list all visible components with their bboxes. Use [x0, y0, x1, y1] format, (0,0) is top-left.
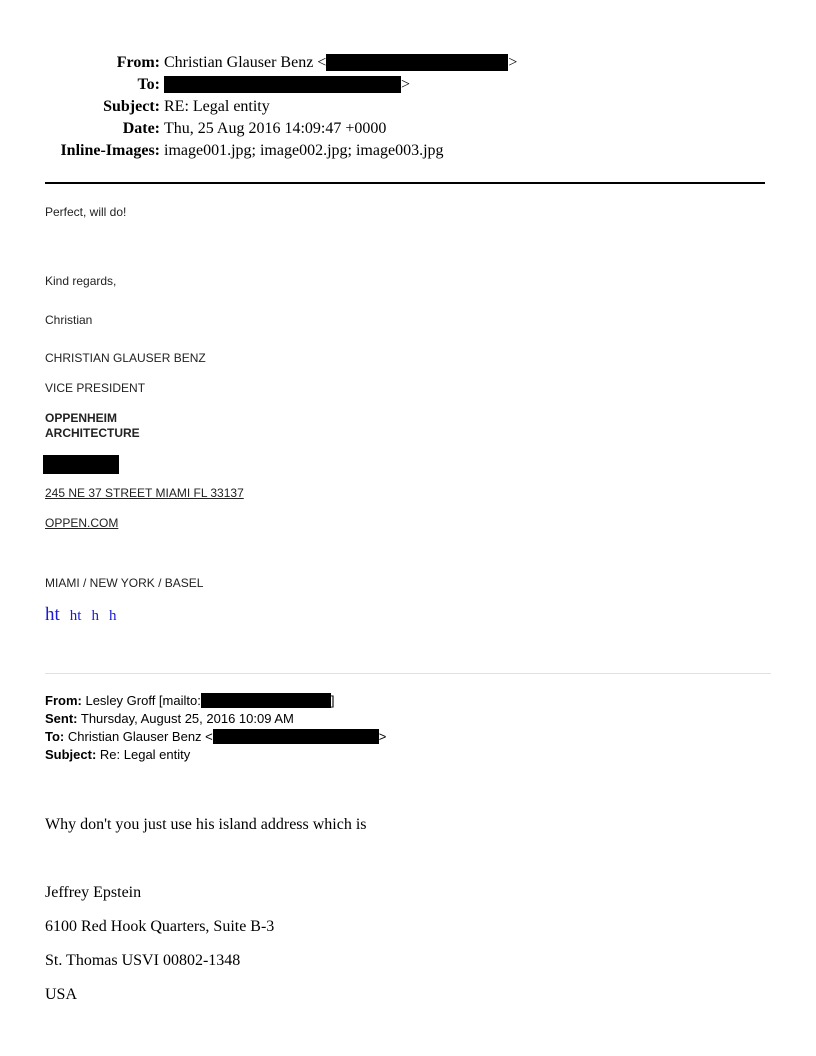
- fwd-from-value: Lesley Groff [mailto:: [85, 693, 201, 708]
- redaction-box: [201, 693, 331, 708]
- fwd-subject-row: [45, 746, 386, 764]
- fwd-to-close: >: [378, 729, 387, 744]
- subject-label: Subject:: [103, 98, 160, 115]
- broken-image-icon[interactable]: ht: [69, 608, 82, 622]
- signature-full-name: CHRISTIAN GLAUSER BENZ: [45, 351, 206, 365]
- redaction-box: [43, 455, 119, 474]
- fwd-to-value: Christian Glauser Benz <: [67, 729, 213, 744]
- subject-row: [0, 96, 816, 118]
- broken-image-icon[interactable]: h: [91, 608, 99, 622]
- inline-images-value: image001.jpg; image002.jpg; image003.jpg: [164, 142, 444, 159]
- signature-title: VICE PRESIDENT: [45, 381, 146, 395]
- broken-image-icon[interactable]: ht: [45, 604, 60, 622]
- from-value: [164, 52, 517, 74]
- redaction-box: [326, 54, 508, 71]
- fwd-to-row: [45, 728, 386, 746]
- fwd-sent-row: [45, 710, 386, 728]
- quote-divider: [45, 673, 771, 674]
- signature-address: [45, 486, 244, 500]
- date-label: Date:: [122, 120, 160, 137]
- address-street: 6100 Red Hook Quarters, Suite B-3: [45, 918, 275, 935]
- signature-website: [45, 516, 118, 530]
- address-name: Jeffrey Epstein: [45, 884, 142, 901]
- date-row: [0, 118, 816, 140]
- original-message-line: Why don't you just use his island address which is: [45, 816, 367, 833]
- company-line-1: OPPENHEIM: [45, 411, 118, 425]
- fwd-sent-value: Thursday, August 25, 2016 10:09 AM: [80, 711, 294, 726]
- from-close: >: [508, 54, 518, 71]
- broken-image-icon[interactable]: h: [108, 608, 117, 622]
- reply-greeting: Perfect, will do!: [45, 205, 127, 219]
- to-label: To:: [137, 76, 160, 93]
- header-divider: [45, 182, 765, 184]
- redaction-box: [213, 729, 379, 744]
- signature-offices: MIAMI / NEW YORK / BASEL: [45, 576, 204, 590]
- fwd-from-row: [45, 692, 386, 710]
- signature-first-name: Christian: [45, 313, 93, 327]
- fwd-to-label: To:: [45, 729, 65, 744]
- to-row: [0, 74, 816, 96]
- fwd-from-label: From:: [45, 693, 82, 708]
- from-name: Christian Glauser Benz <: [164, 54, 327, 71]
- address-country: USA: [45, 986, 78, 1003]
- fwd-sent-label: Sent:: [45, 711, 78, 726]
- email-header: [0, 52, 816, 162]
- forwarded-header: [45, 692, 386, 764]
- inline-images-row: [0, 140, 816, 162]
- inline-images-label: Inline-Images:: [60, 142, 160, 159]
- subject-value: RE: Legal entity: [164, 98, 270, 115]
- address-city: St. Thomas USVI 00802-1348: [45, 952, 241, 969]
- to-value: [164, 74, 410, 96]
- address-link[interactable]: 245 NE 37 STREET MIAMI FL 33137: [45, 486, 244, 500]
- from-label: From:: [116, 54, 160, 71]
- date-value: Thu, 25 Aug 2016 14:09:47 +0000: [164, 120, 387, 137]
- fwd-subject-label: Subject:: [45, 747, 97, 762]
- social-icons-row: [45, 604, 122, 622]
- to-close: >: [401, 76, 411, 93]
- fwd-from-close: ]: [330, 693, 335, 708]
- redaction-box: [164, 76, 401, 93]
- company-line-2: ARCHITECTURE: [45, 426, 140, 440]
- reply-regards: Kind regards,: [45, 274, 117, 288]
- signature-company: [45, 411, 140, 441]
- from-row: [0, 52, 816, 74]
- website-link[interactable]: OPPEN.COM: [45, 516, 119, 530]
- fwd-subject-value: Re: Legal entity: [99, 747, 191, 762]
